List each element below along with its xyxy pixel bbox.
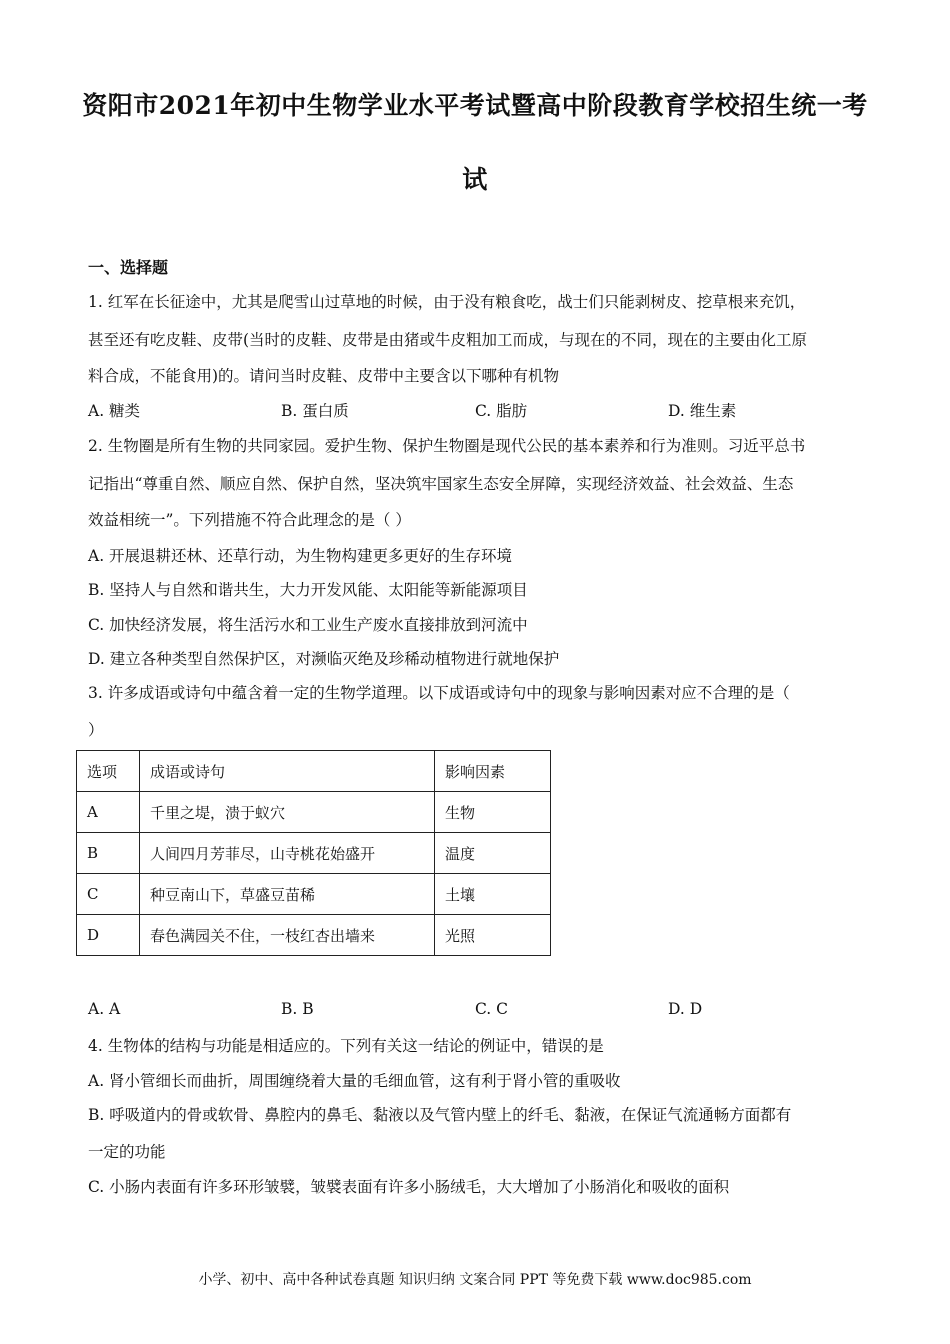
page-title-continued: 试 (462, 165, 488, 194)
table-cell: 种豆南山下，草盛豆苗稀 (140, 874, 435, 915)
option-a: A. 糖类 (88, 402, 141, 420)
option-c: C. C (475, 1000, 509, 1018)
table-row (77, 915, 551, 956)
question-2-option-a: A. 开展退耕还林、还草行动，为生物构建更多更好的生存环境 (88, 547, 513, 565)
option-b: B. 蛋白质 (281, 402, 349, 420)
table-cell: D (77, 915, 140, 956)
option-c: C. 脂肪 (475, 402, 528, 420)
table-cell: 生物 (435, 792, 551, 833)
table-cell: 光照 (435, 915, 551, 956)
question-2-option-b: B. 坚持人与自然和谐共生，大力开发风能、太阳能等新能源项目 (88, 581, 528, 599)
table-cell: 春色满园关不住，一枝红杏出墙来 (140, 915, 435, 956)
table-row (77, 874, 551, 915)
question-2-text: 效益相统一”。下列措施不符合此理念的是（ ） (88, 511, 411, 529)
question-3-table (76, 750, 551, 956)
question-2-option-d: D. 建立各种类型自然保护区，对濒临灭绝及珍稀动植物进行就地保护 (88, 650, 560, 668)
option-d: D. D (668, 1000, 703, 1018)
table-cell: 千里之堤，溃于蚁穴 (140, 792, 435, 833)
table-header-cell: 影响因素 (435, 751, 551, 792)
question-4-option-b-continued: 一定的功能 (88, 1143, 166, 1161)
table-cell: 温度 (435, 833, 551, 874)
question-4-option-b: B. 呼吸道内的骨或软骨、鼻腔内的鼻毛、黏液以及气管内壁上的纤毛、黏液，在保证气流通畅方面都有 (88, 1106, 792, 1124)
question-2-text: 记指出“尊重自然、顺应自然、保护自然，坚决筑牢国家生态安全屏障，实现经济效益、社会效益、生态 (88, 475, 794, 493)
question-2-text: 2. 生物圈是所有生物的共同家园。爱护生物、保护生物圈是现代公民的基本素养和行为准则。习近平总书 (88, 437, 806, 455)
table-row (77, 833, 551, 874)
question-4-option-c: C. 小肠内表面有许多环形皱襞，皱襞表面有许多小肠绒毛，大大增加了小肠消化和吸收的面积 (88, 1178, 730, 1196)
table-row (77, 792, 551, 833)
question-4-text: 4. 生物体的结构与功能是相适应的。下列有关这一结论的例证中，错误的是 (88, 1037, 604, 1055)
table-cell: 人间四月芳菲尽，山寺桃花始盛开 (140, 833, 435, 874)
section-heading: 一、选择题 (88, 258, 169, 277)
table-header-cell: 选项 (77, 751, 140, 792)
table-cell: B (77, 833, 140, 874)
question-3-text: ） (88, 721, 104, 739)
table-header-row (77, 751, 551, 792)
question-4-option-a: A. 肾小管细长而曲折，周围缠绕着大量的毛细血管，这有利于肾小管的重吸收 (88, 1072, 621, 1090)
question-2-option-c: C. 加快经济发展，将生活污水和工业生产废水直接排放到河流中 (88, 616, 528, 634)
option-d: D. 维生素 (668, 402, 737, 420)
table-cell: 土壤 (435, 874, 551, 915)
option-a: A. A (88, 1000, 121, 1018)
page-footer: 小学、初中、高中各种试卷真题 知识归纳 文案合同 PPT 等免费下载 www.doc985.com (198, 1272, 752, 1288)
question-1-text: 料合成，不能食用)的。请问当时皮鞋、皮带中主要含以下哪种有机物 (88, 367, 560, 385)
page-title: 资阳市2021年初中生物学业水平考试暨高中阶段教育学校招生统一考 (82, 91, 868, 120)
table-cell: C (77, 874, 140, 915)
question-3-text: 3. 许多成语或诗句中蕴含着一定的生物学道理。以下成语或诗句中的现象与影响因素对应不合理的是（ (88, 684, 790, 702)
table-header-cell: 成语或诗句 (140, 751, 435, 792)
question-1-text: 甚至还有吃皮鞋、皮带(当时的皮鞋、皮带是由猪或牛皮粗加工而成，与现在的不同，现在的主要由化工原 (88, 331, 808, 349)
question-1-text: 1. 红军在长征途中，尤其是爬雪山过草地的时候，由于没有粮食吃，战士们只能剥树皮、挖草根来充饥， (88, 293, 806, 311)
option-b: B. B (281, 1000, 314, 1018)
table-cell: A (77, 792, 140, 833)
